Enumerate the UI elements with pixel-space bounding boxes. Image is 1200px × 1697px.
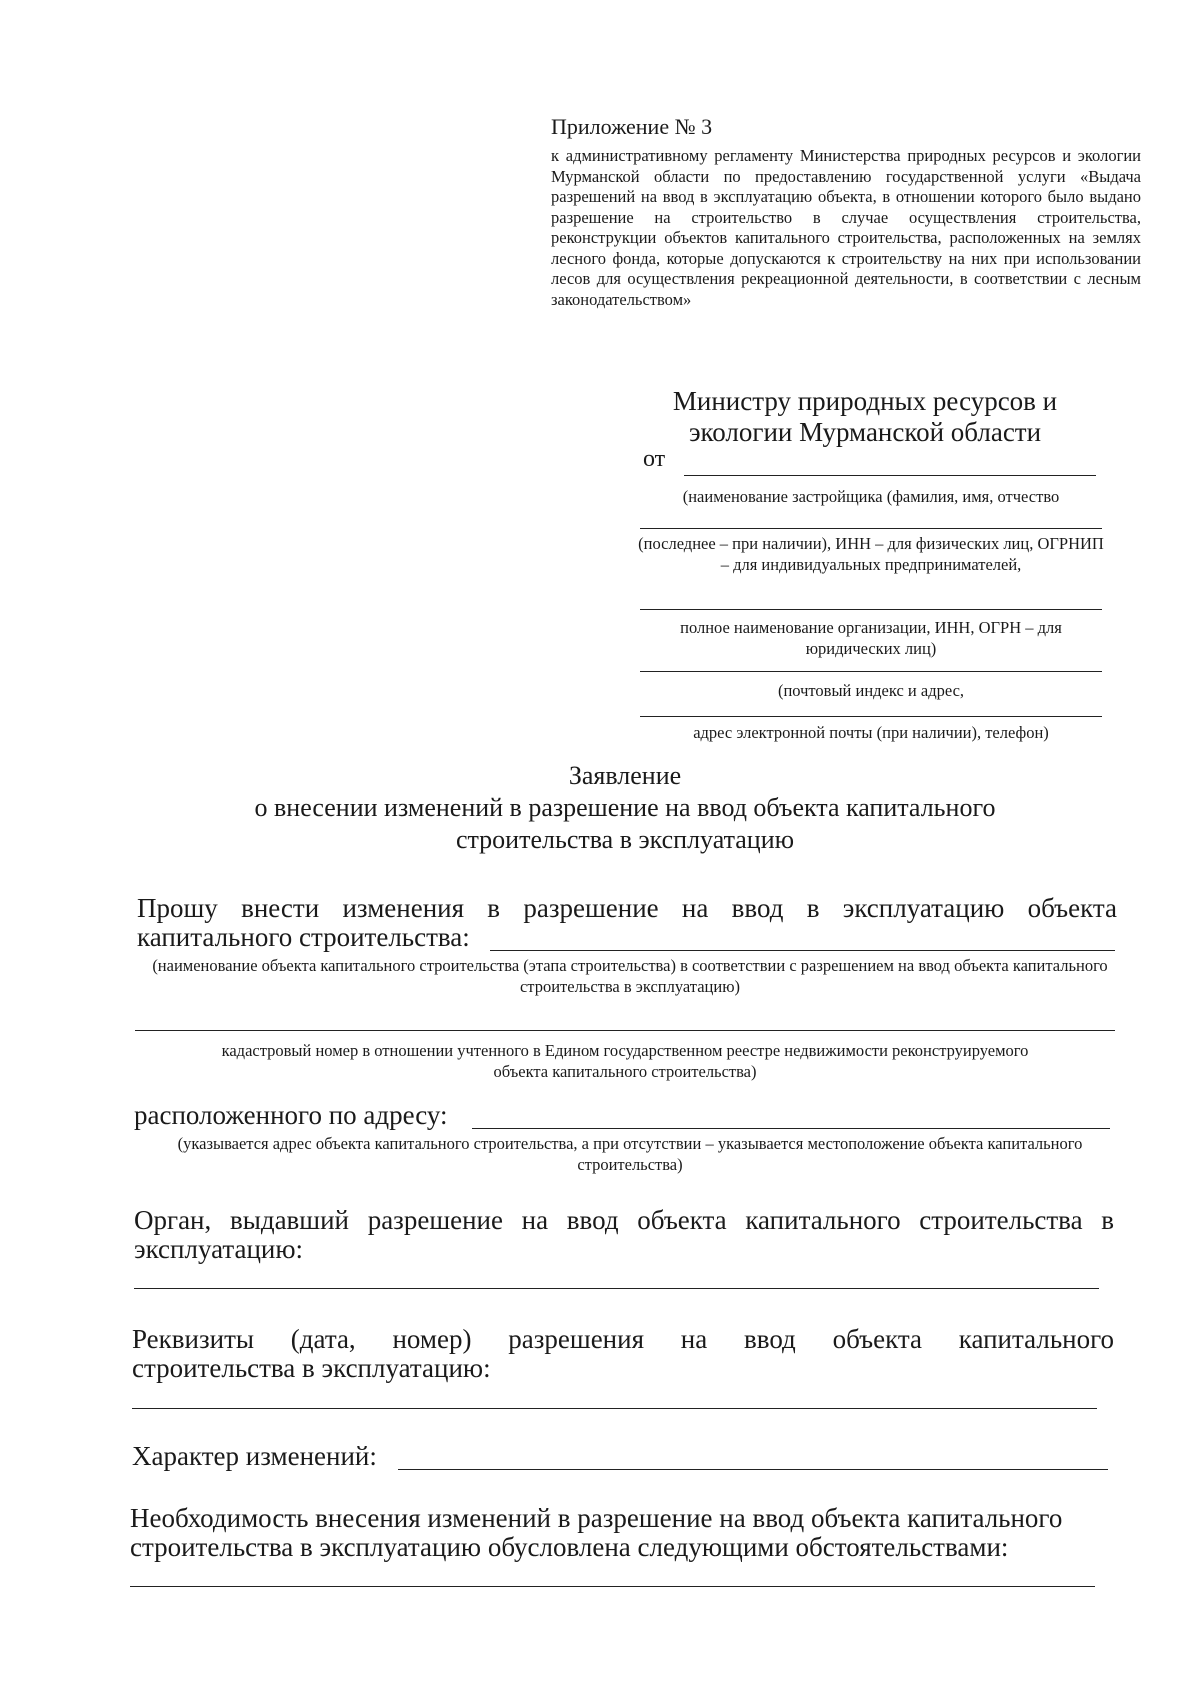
- applicant-name-line[interactable]: [684, 475, 1096, 476]
- applicant-caption-5: адрес электронной почты (при наличии), телефон): [693, 723, 1049, 742]
- reason-line-2: строительства в эксплуатацию обусловлена следующими обстоятельствами:: [130, 1532, 1009, 1562]
- location-label: расположенного по адресу:: [134, 1100, 448, 1130]
- applicant-caption-2: (последнее – при наличии), ИНН – для физических лиц, ОГРНИП – для индивидуальных предпринимателей,: [638, 534, 1104, 574]
- reason-line-1: Необходимость внесения изменений в разрешение на ввод объекта капитального: [130, 1503, 1063, 1533]
- requisites-line[interactable]: [132, 1408, 1097, 1409]
- title-line-3: строительства в эксплуатацию: [455, 825, 795, 854]
- object-name-caption: (наименование объекта капитального строительства (этапа строительства) в соответствии с разрешением на ввод объекта капитального строительства в эксплуатацию): [152, 956, 1108, 996]
- from-label: от: [643, 446, 666, 472]
- document-title: [0, 760, 1200, 856]
- requisites-line-2: строительства в эксплуатацию:: [132, 1353, 491, 1383]
- changes-line[interactable]: [398, 1469, 1108, 1470]
- changes-label: Характер изменений:: [132, 1441, 377, 1471]
- location-caption: (указывается адрес объекта капитального строительства, а при отсутствии – указывается местоположение объекта капитального строительства): [177, 1134, 1083, 1174]
- applicant-line-2[interactable]: [640, 528, 1102, 529]
- reason-line[interactable]: [130, 1586, 1095, 1587]
- issuer-line-1: Орган, выдавший разрешение на ввод объекта капитального строительства в: [134, 1205, 1114, 1235]
- addressee-block: [630, 386, 1100, 448]
- appendix-text: к административному регламенту Министерства природных ресурсов и экологии Мурманской области по предоставлению государственной услуги «Выдача разрешений на ввод в эксплуатацию объекта, в отношении которого было выдано разрешение на строительство в случае осуществления строительства, реконструкции объектов капитального строительства, расположенных на землях лесного фонда, которые допускаются к строительству на них при использовании лесов для осуществления рекреационной деятельности, в соответствии с лесным законодательством»: [551, 146, 1141, 309]
- applicant-caption-1: (наименование застройщика (фамилия, имя, отчество: [682, 487, 1060, 506]
- title-line-2: о внесении изменений в разрешение на ввод объекта капитального: [254, 793, 996, 822]
- location-line[interactable]: [472, 1128, 1110, 1129]
- request-line-1: Прошу внести изменения в разрешение на ввод в эксплуатацию объекта: [137, 893, 1117, 923]
- request-line-2: капитального строительства:: [137, 922, 470, 952]
- issuer-line-2: эксплуатацию:: [134, 1234, 304, 1264]
- applicant-caption-4: (почтовый индекс и адрес,: [777, 681, 965, 700]
- applicant-line-3[interactable]: [640, 609, 1102, 610]
- applicant-line-5[interactable]: [640, 716, 1102, 717]
- cadastral-number-line[interactable]: [135, 1030, 1115, 1031]
- appendix-title: Приложение № 3: [551, 114, 713, 139]
- object-name-line[interactable]: [490, 950, 1115, 951]
- requisites-line-1: Реквизиты (дата, номер) разрешения на ввод объекта капитального: [132, 1324, 1114, 1354]
- cadastral-number-caption: кадастровый номер в отношении учтенного в Едином государственном реестре недвижимости реконструируемого объекта капитального строительства): [221, 1041, 1029, 1081]
- applicant-caption-3: полное наименование организации, ИНН, ОГРН – для юридических лиц): [680, 618, 1062, 658]
- applicant-line-4[interactable]: [640, 671, 1102, 672]
- addressee-line-1: Министру природных ресурсов и: [672, 386, 1058, 416]
- addressee-line-2: экологии Мурманской области: [688, 417, 1042, 447]
- title-line-1: Заявление: [568, 761, 682, 790]
- issuer-line[interactable]: [134, 1288, 1099, 1289]
